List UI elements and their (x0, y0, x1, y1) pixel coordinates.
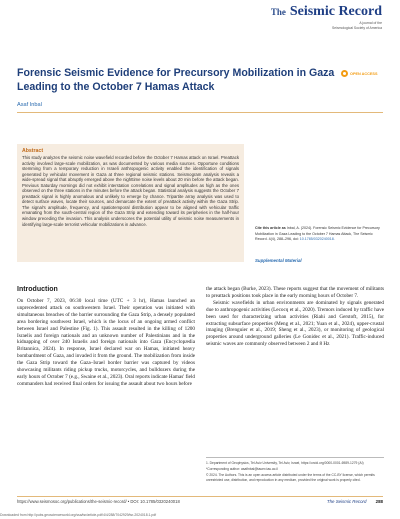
intro-paragraph-1: On October 7, 2023, 06:30 local time (UTC + 3 hr), Hamas launched an unprecedented attack on southwestern Israel. Their operation was initiated with simultaneous breaches of the barrier surrounding the Gaza Strip, a densely populated area bordering southwest Israel, which is the locus of an ongoing armed conflict between Israel and Palestine (Fig. 1). This assault resulted in the killing of 1200 Israelis and foreign nationals and an unknown number of Palestinians and in the kidnapping of over 240 Israelis and foreign nationals into Gaza (Encyclopædia Britannica, 2024). In response, Israel declared war on Hamas, initiated heavy bombardment of Gaza, and invaded it from the ground. The mobilization from inside the Gaza Strip toward the Gaza–Israel border barrier was captured by videos showcasing militants riding pickup trucks, motorcycles, and bulldozers during the early hours of October 7 (e.g., Swaine et al., 2023). Oral reports indicate Hamas' field commanders had received final orders for issuing the assault about two hours before (17, 298, 195, 387)
footer-journal-page (327, 499, 383, 504)
footer-divider (17, 496, 383, 497)
logo-title: Seismic Record (289, 4, 382, 19)
body-column-left (17, 298, 195, 388)
logo-subtitle-2: Seismological Society of America (332, 26, 382, 30)
footnotes (206, 461, 384, 484)
footer-url-doi[interactable]: https://www.seismosoc.org/publications/the-seismic-record/ • DOI: 10.1785/0320240018 (17, 499, 180, 504)
open-access-icon (341, 70, 348, 77)
footnote-license: © 2024. The Authors. This is an open access article distributed under the terms of the CC-BY license, which permits unrestricted use, distribution, and reproduction in any medium, provided the original work is properly cited. (206, 473, 375, 482)
introduction-heading: Introduction (17, 286, 58, 293)
article-title: Forensic Seismic Evidence for Precursory Mobilization in Gaza Leading to the October 7 Hamas Attack (17, 67, 335, 93)
footnote-affiliation: 1. Department of Geophysics, Tel Aviv University, Tel Aviv, Israel, https://orcid.org/0000-0001-6989-1279 (AI) (206, 461, 364, 465)
citation-doi-link[interactable]: 10.1785/0320240018. (299, 237, 335, 241)
abstract-text: This study analyzes the seismic noise wavefield recorded before the October 7 Hamas attack on Israel. Preattack activity involved large-scale mobilization, as was documented by various media sources. Opportune conditions stemming from a temporary reduction in Israeli anthropogenic activity enabled the identification of signals generated by vehicular movement in Gaza at three regional seismic stations. Seismogram analysis reveals a wide-spread signal that abruptly emerged above the nighttime noise levels about 20 min before the attack began. Previous Saturday mornings did not exhibit interstation correlations and signal amplitudes as high as the ones observed on the three stations in the minutes before the attack began. Statistical analysis suggests the October 7 preattack signal is highly anomalous and unlikely to emerge by chance. Tripartite array analysis was used to detect surface waves, locate their sources, and demarcate the extent of preattack activity within the Gaza Strip. The signal's amplitude, frequency, and spatiotemporal distribution appear to be aligned with vehicular traffic emanating from the south-central region of the Gaza Strip and extending toward its peripheries in the half-hour window preceding the invasion. This analysis underscores the potential utility of seismic noise measurements in identifying large-scale terrorist vehicular mobilizations in advance. (22, 155, 239, 227)
citation-block (255, 226, 383, 243)
open-access-label: OPEN ACCESS (350, 71, 378, 76)
intro-paragraph-1-continued: the attack began (Burke, 2023). These reports suggest that the movement of militants to preattack positions took place in the early morning hours of October 7. (206, 286, 384, 299)
open-access-badge[interactable] (341, 70, 378, 77)
abstract-heading: Abstract (22, 148, 44, 154)
citation-text: Inbal, A. (2024). Forensic Seismic Evidence for Precursory Mobilization in Gaza Leading to the October 7 Hamas Attack, The Seismic Record. 4(4), 288–296, doi: (255, 226, 380, 241)
download-notice: Downloaded from http://pubs.geoscienceworld.org/ssa/tsr/article-pdf/4/4/288/7042929/tsr-2024018.1.pdf (0, 513, 157, 517)
author-name[interactable]: Asaf Inbal (17, 102, 42, 108)
logo-the: The (270, 7, 286, 17)
footnote-divider (206, 457, 384, 458)
body-column-right (206, 286, 384, 348)
intro-paragraph-2: Seismic wavefields in urban environments are dominated by signals generated due to anthropogenic activities (Lecocq et al., 2020). Tremors induced by traffic have been used for characterizing urban activities (Riahi and Gerstoft, 2015), for extracting subsurface properties (Meng et al., 2021; Yuan et al., 2024), upper-crustal imaging (Brenguier et al., 2019; Sheng et al., 2023), or monitoring of geological properties around underground galleries (Le Gonidec et al., 2021). Traffic-induced seismic waves are commonly observed between 2 and 8 Hz (206, 299, 384, 348)
supplemental-material-link[interactable]: Supplemental Material (255, 258, 302, 263)
footnote-corresponding-author: *Corresponding author: asafinbal@tauex.tau.ac.il (206, 467, 278, 472)
citation-label: Cite this article as (255, 226, 286, 230)
footer-journal-name: The Seismic Record (326, 499, 367, 504)
journal-logo (252, 2, 382, 30)
page-number: 288 (375, 499, 383, 504)
title-divider (17, 112, 383, 113)
logo-subtitle-1: A journal of the (359, 21, 382, 25)
